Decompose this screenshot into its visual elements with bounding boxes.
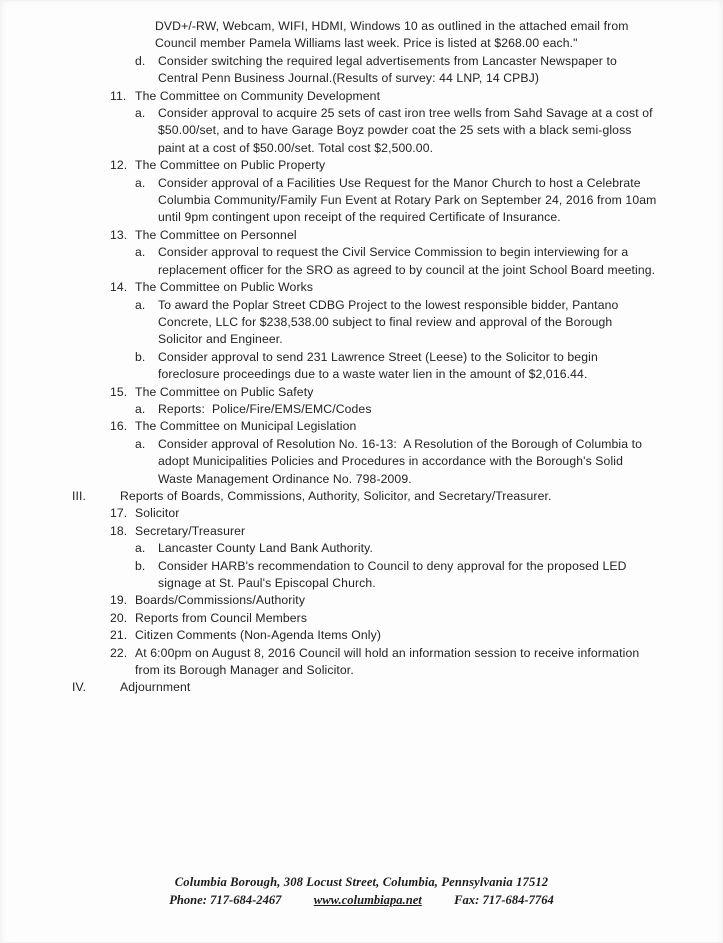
agenda-line [0, 436, 723, 453]
agenda-line [0, 401, 723, 418]
agenda-line-text: Concrete, LLC for $238,538.00 subject to final review and approval of the Borough [158, 314, 613, 329]
agenda-line-text: The Committee on Public Works [135, 280, 314, 295]
agenda-line-text: Solicitor [135, 506, 180, 521]
agenda-line-text: signage at St. Paul's Episcopal Church. [158, 576, 376, 590]
agenda-line-marker: 21. [110, 628, 128, 643]
agenda-line [0, 366, 723, 383]
agenda-line-text: Reports from Council Members [135, 610, 308, 625]
agenda-line-text: Central Penn Business Journal.(Results of survey: 44 LNP, 14 CPBJ) [158, 71, 540, 86]
agenda-line-text: Waste Management Ordinance No. 798-2009. [158, 471, 412, 486]
agenda-line [0, 157, 723, 174]
footer-fax: Fax: 717-684-7764 [454, 893, 554, 907]
agenda-line-text: Consider HARB's recommendation to Council to deny approval for the proposed LED [158, 558, 627, 573]
agenda-line [0, 558, 723, 575]
agenda-line [0, 679, 723, 696]
agenda-body [0, 18, 723, 697]
agenda-line [0, 349, 723, 366]
agenda-line-marker: 19. [110, 593, 128, 608]
agenda-line-text: To award the Poplar Street CDBG Project to the lowest responsible bidder, Pantano [158, 297, 619, 312]
agenda-line [0, 592, 723, 609]
agenda-line [0, 453, 723, 470]
agenda-line [0, 209, 723, 226]
agenda-line [0, 505, 723, 522]
agenda-line-marker: a. [135, 297, 146, 312]
agenda-line-text: Consider approval to send 231 Lawrence Street (Leese) to the Solicitor to begin [158, 349, 598, 364]
agenda-line-text: Consider approval of Resolution No. 16-13: A Resolution of the Borough of Columbia to [158, 436, 643, 451]
agenda-line-marker: 20. [110, 610, 128, 625]
agenda-line-text: Reports: Police/Fire/EMS/EMC/Codes [158, 401, 372, 416]
agenda-line-text: from its Borough Manager and Solicitor. [135, 663, 354, 678]
agenda-line-text: adopt Municipalities Policies and Procedures in accordance with the Borough's Solid [158, 454, 624, 469]
agenda-line-text: replacement officer for the SRO as agreed to by council at the joint School Board meeting. [158, 262, 656, 277]
agenda-line [0, 175, 723, 192]
agenda-line [0, 314, 723, 331]
agenda-line [0, 540, 723, 557]
agenda-line-marker: III. [72, 488, 87, 503]
agenda-line-text: until 9pm contingent upon receipt of the required Certificate of Insurance. [158, 210, 561, 225]
agenda-line [0, 331, 723, 348]
footer-phone: Phone: 717-684-2467 [169, 893, 282, 907]
agenda-line-text: Council member Pamela Williams last week. Price is listed at $268.00 each." [155, 36, 578, 51]
agenda-line [0, 662, 723, 679]
agenda-line-marker: 17. [110, 506, 128, 521]
agenda-line-marker: a. [135, 541, 146, 556]
agenda-line [0, 244, 723, 261]
agenda-line-text: Columbia Community/Family Fun Event at Rotary Park on September 24, 2016 from 10am [158, 193, 657, 208]
agenda-line [0, 575, 723, 592]
agenda-line-marker: a. [135, 401, 146, 416]
agenda-line [0, 53, 723, 70]
agenda-line-text: Reports of Boards, Commissions, Authority, Solicitor, and Secretary/Treasurer. [120, 488, 552, 503]
agenda-line-marker: 15. [110, 384, 128, 399]
agenda-line-marker: 22. [110, 645, 128, 660]
agenda-line-marker: 12. [110, 158, 128, 173]
agenda-line [0, 279, 723, 296]
agenda-line-text: The Committee on Municipal Legislation [135, 419, 357, 434]
agenda-line-marker: 14. [110, 280, 128, 295]
agenda-line [0, 610, 723, 627]
agenda-line [0, 35, 723, 52]
agenda-line [0, 418, 723, 435]
agenda-line [0, 645, 723, 662]
agenda-line [0, 18, 723, 35]
agenda-line-marker: a. [135, 175, 146, 190]
agenda-line [0, 627, 723, 644]
agenda-line [0, 122, 723, 139]
agenda-line [0, 70, 723, 87]
agenda-line-marker: 11. [110, 88, 127, 103]
agenda-line-marker: d. [135, 53, 146, 68]
agenda-line [0, 140, 723, 157]
agenda-line-marker: 13. [110, 227, 128, 242]
agenda-line-text: Solicitor and Engineer. [158, 332, 283, 347]
agenda-line-text: The Committee on Personnel [135, 227, 297, 242]
agenda-line [0, 88, 723, 105]
agenda-line [0, 105, 723, 122]
agenda-line-text: At 6:00pm on August 8, 2016 Council will hold an information session to receive information [135, 645, 640, 660]
agenda-line-text: Adjournment [120, 680, 191, 695]
agenda-line-marker: 18. [110, 523, 128, 538]
agenda-line-marker: b. [135, 349, 146, 364]
agenda-line-marker: IV. [72, 680, 87, 695]
agenda-line [0, 523, 723, 540]
footer-website-link[interactable]: www.columbiapa.net [313, 893, 422, 907]
footer-address: Columbia Borough, 308 Locust Street, Columbia, Pennsylvania 17512 [174, 875, 549, 889]
agenda-line-marker: a. [135, 106, 146, 121]
agenda-line-text: Consider approval to request the Civil Service Commission to begin interviewing for a [158, 245, 629, 260]
agenda-line [0, 227, 723, 244]
agenda-line-marker: a. [135, 245, 146, 260]
agenda-line-text: Consider approval to acquire 25 sets of cast iron tree wells from Sahd Savage at a cost of [158, 106, 653, 121]
agenda-line-text: paint at a cost of $50.00/set. Total cost $2,500.00. [158, 140, 434, 155]
agenda-line-text: Boards/Commissions/Authority [135, 593, 306, 608]
agenda-line-marker: b. [135, 558, 146, 573]
agenda-line [0, 262, 723, 279]
agenda-line [0, 471, 723, 488]
page-footer [0, 874, 723, 908]
agenda-line-text: The Committee on Community Development [135, 88, 381, 103]
footer-contact-line [0, 892, 723, 908]
agenda-line-marker: a. [135, 436, 146, 451]
agenda-line [0, 384, 723, 401]
agenda-line-text: The Committee on Public Safety [135, 384, 314, 399]
agenda-line-text: Consider approval of a Facilities Use Request for the Manor Church to host a Celebrate [158, 175, 641, 190]
agenda-line-text: foreclosure proceedings due to a waste water lien in the amount of $2,016.44. [158, 367, 588, 382]
agenda-line-text: $50.00/set, and to have Garage Boyz powder coat the 25 sets with a black semi-gloss [158, 123, 632, 138]
agenda-line-marker: 16. [110, 419, 128, 434]
agenda-line-text: Consider switching the required legal advertisements from Lancaster Newspaper to [158, 53, 617, 68]
agenda-line-text: Lancaster County Land Bank Authority. [158, 541, 373, 556]
agenda-line [0, 192, 723, 209]
agenda-line-text: Secretary/Treasurer [135, 523, 246, 538]
agenda-line-text: Citizen Comments (Non-Agenda Items Only) [135, 628, 382, 643]
agenda-line [0, 297, 723, 314]
agenda-line-text: The Committee on Public Property [135, 158, 326, 173]
agenda-line-text: DVD+/-RW, Webcam, WIFI, HDMI, Windows 10 as outlined in the attached email from [155, 19, 629, 33]
agenda-line [0, 488, 723, 505]
